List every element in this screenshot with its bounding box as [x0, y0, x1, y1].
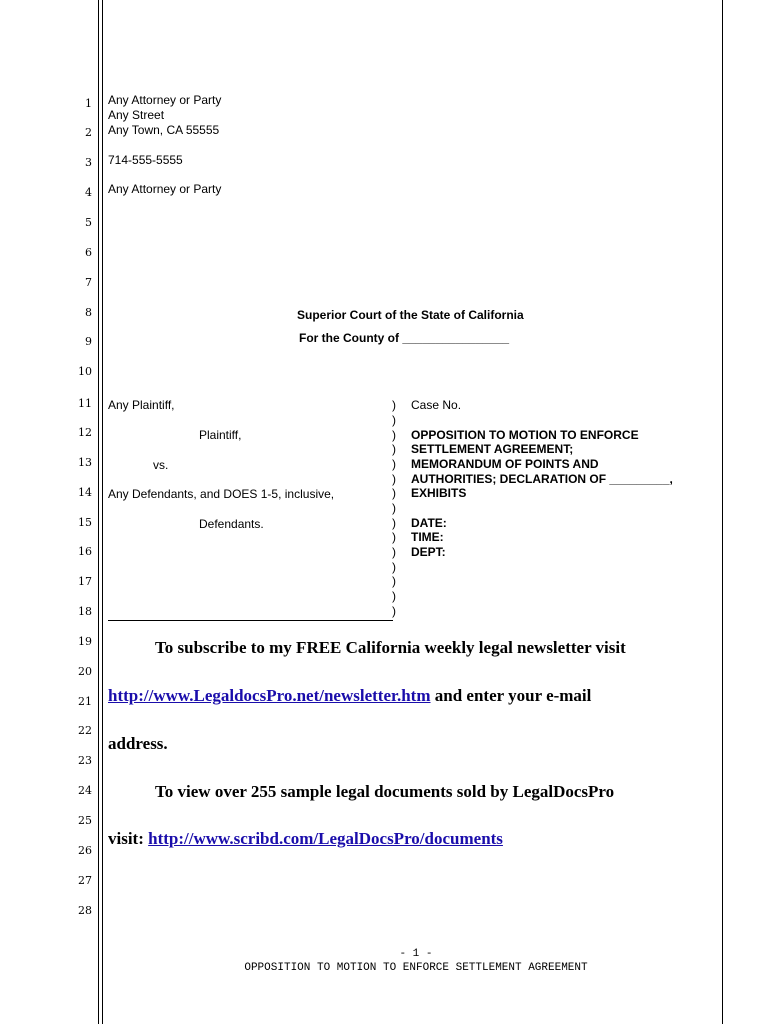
newsletter-rest-text: and enter your e-mail	[430, 686, 592, 705]
defendant-name: Any Defendants, and DOES 1-5, inclusive,	[108, 487, 335, 501]
line-number: 9	[85, 335, 92, 348]
newsletter-link[interactable]: http://www.LegaldocsPro.net/newsletter.htm	[108, 686, 431, 705]
hearing-dept-label: DEPT:	[411, 545, 446, 559]
paren: )	[392, 589, 396, 603]
document-title-line: AUTHORITIES; DECLARATION OF _________,	[411, 472, 673, 486]
right-margin-rule	[722, 0, 723, 1024]
scribd-documents-link[interactable]: http://www.scribd.com/LegalDocsPro/documents	[148, 829, 503, 848]
left-margin-rule-outer	[98, 0, 99, 1024]
documents-paragraph-line2	[108, 829, 503, 849]
paren: )	[392, 545, 396, 559]
page-number: - 1 -	[399, 948, 433, 960]
line-number: 12	[78, 426, 92, 439]
attorney-phone: 714-555-5555	[108, 153, 183, 167]
paren: )	[392, 530, 396, 544]
line-number: 14	[78, 486, 92, 499]
versus-label: vs.	[153, 458, 169, 472]
document-title-line: SETTLEMENT AGREEMENT;	[411, 442, 574, 456]
line-number: 8	[85, 306, 92, 319]
footer-title: OPPOSITION TO MOTION TO ENFORCE SETTLEMENT AGREEMENT	[244, 962, 588, 974]
line-number: 10	[78, 365, 92, 378]
defendant-label: Defendants.	[199, 517, 264, 531]
line-number: 16	[78, 545, 92, 558]
line-number: 6	[85, 246, 92, 259]
attorney-name: Any Attorney or Party	[108, 93, 222, 107]
line-number: 13	[78, 456, 92, 469]
line-number: 15	[78, 516, 92, 529]
line-number: 22	[78, 724, 92, 737]
caption-underline	[108, 620, 393, 621]
line-number: 3	[85, 156, 92, 169]
paren: )	[392, 398, 396, 412]
plaintiff-label: Plaintiff,	[199, 428, 242, 442]
line-number: 18	[78, 605, 92, 618]
document-title-line: EXHIBITS	[411, 486, 467, 500]
document-title-line: OPPOSITION TO MOTION TO ENFORCE	[411, 428, 639, 442]
line-number: 2	[85, 126, 92, 139]
visit-prefix: visit:	[108, 829, 149, 848]
paren: )	[392, 486, 396, 500]
attorney-street: Any Street	[108, 108, 165, 122]
court-county: For the County of ________________	[299, 331, 510, 345]
paren: )	[392, 472, 396, 486]
document-title-line: MEMORANDUM OF POINTS AND	[411, 457, 599, 471]
documents-paragraph-line1: To view over 255 sample legal documents sold by LegalDocsPro	[155, 782, 615, 801]
newsletter-paragraph-line1: To subscribe to my FREE California weekly legal newsletter visit	[155, 638, 626, 657]
paren: )	[392, 516, 396, 530]
paren: )	[392, 428, 396, 442]
line-number: 28	[78, 904, 92, 917]
line-number: 1	[85, 97, 92, 110]
left-margin-rule-inner	[102, 0, 103, 1024]
court-name: Superior Court of the State of California	[297, 308, 524, 322]
paren: )	[392, 501, 396, 515]
attorney-city: Any Town, CA 55555	[108, 123, 220, 137]
line-number: 11	[78, 397, 92, 410]
line-number: 5	[85, 216, 92, 229]
line-number: 17	[78, 575, 92, 588]
line-number: 24	[78, 784, 92, 797]
paren: )	[392, 604, 396, 618]
paren: )	[392, 413, 396, 427]
line-number: 19	[78, 635, 92, 648]
paren: )	[392, 574, 396, 588]
hearing-date-label: DATE:	[411, 516, 447, 530]
line-number: 25	[78, 814, 92, 827]
line-number: 4	[85, 186, 92, 199]
newsletter-paragraph-line3: address.	[108, 734, 168, 753]
newsletter-paragraph-line2	[108, 686, 591, 706]
case-number-label: Case No.	[411, 398, 462, 412]
plaintiff-name: Any Plaintiff,	[108, 398, 175, 412]
line-number: 27	[78, 874, 92, 887]
line-number: 7	[85, 276, 92, 289]
line-number: 23	[78, 754, 92, 767]
line-number: 20	[78, 665, 92, 678]
hearing-time-label: TIME:	[411, 530, 444, 544]
attorney-for: Any Attorney or Party	[108, 182, 222, 196]
paren: )	[392, 560, 396, 574]
line-number: 21	[78, 695, 92, 708]
paren: )	[392, 457, 396, 471]
paren: )	[392, 442, 396, 456]
line-number: 26	[78, 844, 92, 857]
